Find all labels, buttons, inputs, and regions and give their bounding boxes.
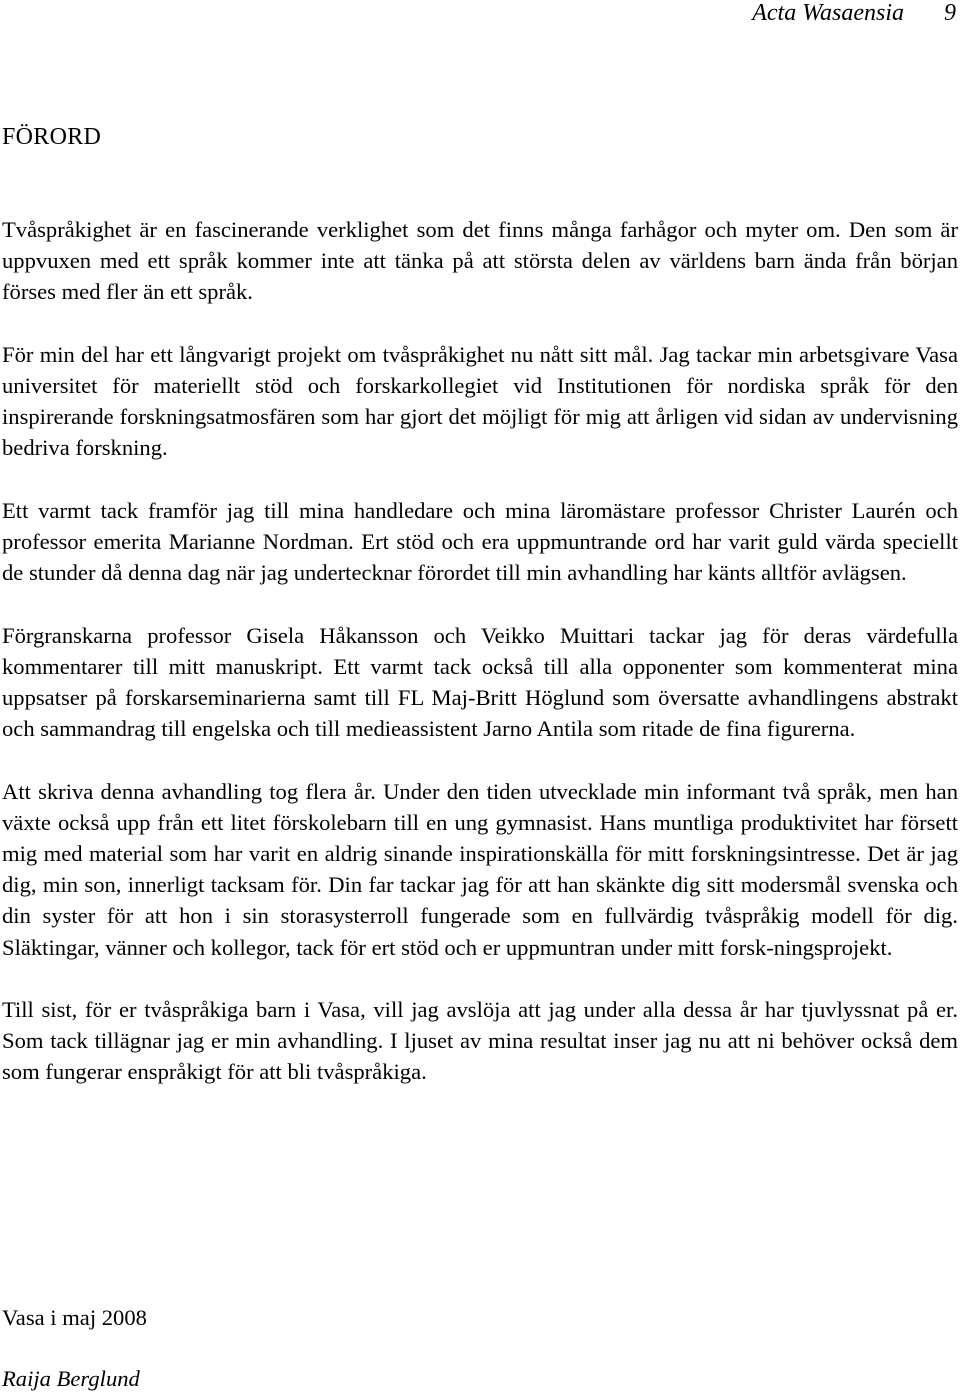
document-page [2,0,958,1397]
running-header [752,0,956,28]
paragraph-children-dedication: Till sist, för er tvåspråkiga barn i Vasa, vill jag avslöja att jag under alla dessa år har tjuvlyssnat på er. Som tack tillägnar jag er min avhandling. I ljuset av mina resultat inser jag nu att ni behöver också dem som fungerar enspråkigt för att bli tvåspråkiga. [2,997,958,1085]
paragraph-family-thanks: Att skriva denna avhandling tog flera år. Under den tiden utvecklade min informant två språk, men han växte också upp från ett litet förskolebarn till en ung gymnasist. Hans muntliga produktivitet har försett mig med material som har varit en aldrig sinande inspirationskälla för mitt forskningsintresse. Det är jag dig, min son, innerligt tacksam för. Din far tackar jag för att han skänkte dig sitt modersmål svenska och din syster för att hon i sin storasysterroll fungerade som en fullvärdig tvåspråkig modell för dig. Släktingar, vänner och kollegor, tack för ert stöd och er uppmuntran under mitt forsk-ningsprojekt. [2,778,958,960]
paragraph-intro: Tvåspråkighet är en fascinerande verklighet som det finns många farhågor och myter om. Den som är uppvuxen med ett språk kommer inte att tänka på att största delen av världens barn ända från början förses med fler än ett språk. [2,217,958,305]
section-heading: FÖRORD [2,124,102,150]
journal-title: Acta Wasaensia [752,0,904,26]
paragraph-supervisors-thanks: Ett varmt tack framför jag till mina handledare och mina läromästare professor Christer Laurén och professor emerita Marianne Nordman. Ert stöd och era uppmuntrande ord har varit guld värda speciellt de stunder då denna dag när jag undertecknar förordet till min avhandling har känts alltför avlägsen. [2,497,958,586]
foreword-body [2,214,958,1088]
signature-place-date: Vasa i maj 2008 [2,1305,147,1330]
paragraph-reviewers-thanks: Förgranskarna professor Gisela Håkansson och Veikko Muittari tackar jag för deras värdefulla kommentarer till mitt manuskript. Ett varmt tack också till alla opponenter som kommenterat mina uppsatser på forskarseminarierna samt till FL Maj-Britt Höglund som översatte avhandlingens abstrakt och sammandrag till engelska och till medieassistent Jarno Antila som ritade de fina figurerna. [2,622,958,742]
signature-author-name: Raija Berglund [2,1366,140,1391]
page-number: 9 [944,0,956,26]
paragraph-employer-thanks: För min del har ett långvarigt projekt om tvåspråkighet nu nått sitt mål. Jag tackar min arbetsgivare Vasa universitet för materiellt stöd och forskarkollegiet vid Institutionen för nordiska språk för den inspirerande forskningsatmosfären som har gjort det möjligt för mig att årligen vid sidan av undervisning bedriva forskning. [2,341,958,461]
